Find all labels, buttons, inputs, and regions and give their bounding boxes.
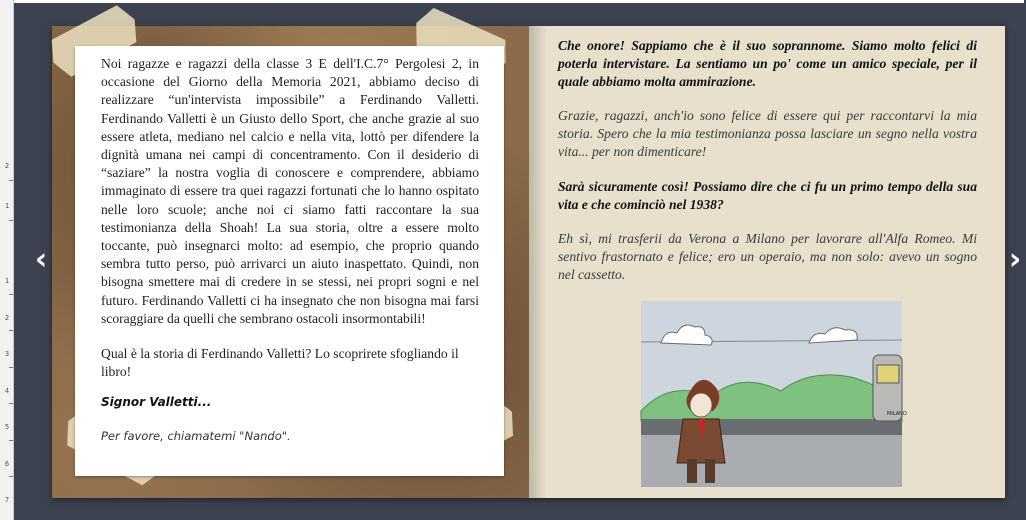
interview-question-1: Che onore! Sappiamo che è il suo soprannome. Siamo molto felici di poterla intervistare. La sentiamo un po' come un amico speciale, per il quale abbiamo molta ammirazione. (558, 38, 977, 89)
interview-answer-2: Eh sì, mi trasferii da Verona a Milano per lavorare all'Alfa Romeo. Mi sentivo frastornato e felice; ero un operaio, ma non solo: avevo un sogno nel cassetto. (558, 231, 977, 282)
ruler-label: 6 (4, 460, 10, 468)
next-page-button[interactable]: › (1008, 242, 1022, 277)
ruler-label: 2 (4, 162, 10, 170)
illustration-svg (641, 301, 907, 487)
taped-note (75, 46, 504, 476)
ruler-label: 1 (4, 277, 10, 285)
ruler-label: 4 (4, 387, 10, 395)
ruler-label: 7 (4, 496, 10, 504)
ruler-mark (9, 220, 13, 221)
interview-reply: Per favore, chiamatemi "Nando". (101, 429, 291, 444)
intro-paragraph: Noi ragazze e ragazzi della classe 3 E dell'I.C.7° Pergolesi 2, in occasione del Giorno della Memoria 2021, abbiamo deciso di realizzare “un'intervista impossibile” a Ferdinando Valletti. Ferdinando Valletti è un Giusto dello Sport, che anche grazie al suo essere atleta, mediano nel calcio e nella vita, lottò per difendere la dignità umana nei campi di concentramento. Con il desiderio di “saziare” la nostra voglia di conoscere e comprendere, abbiamo immaginato di essere tra quei ragazzi fortunati che lo hanno ospitato nelle loro scuole; anche noi ci siamo fatti raccontare la sua testimonianza della Shoah! La sua storia, oltre a essere molto toccante, può insegnarci molto: ad esempio, che proprio quando sembra tutto perso, può arrivarci un aiuto inaspettato. Quindi, non bisogna smettere mai di credere in se stessi, nei propri sogni e nel futuro. Ferdinando Valletti ci ha insegnato che non bisogna mai farsi scoraggiare da quelli che sembrano ostacoli insormontabili! (101, 56, 479, 326)
ruler-mark (9, 180, 13, 181)
tram-sign: MILANO (887, 411, 907, 417)
ruler-mark (9, 476, 13, 477)
ruler-mark (9, 294, 13, 295)
interview-answer-1: Grazie, ragazzi, anch'io sono felice di essere qui per raccontarvi la mia storia. Spero che la mia testimonianza possa lasciare un segno nella vostra vita... per non dimenticare! (558, 108, 977, 159)
previous-page-button[interactable]: ‹ (34, 242, 48, 277)
ruler-label: 5 (4, 423, 10, 431)
illustration (641, 301, 907, 487)
ruler-mark (9, 403, 13, 404)
interview-question-2: Sarà sicuramente così! Possiamo dire che ci fu un primo tempo della sua vita e che cominciò nel 1938? (558, 178, 977, 212)
ruler-mark (9, 330, 13, 331)
book-spine (529, 26, 547, 498)
ruler-mark (9, 440, 13, 441)
vertical-ruler[interactable] (0, 0, 14, 520)
ruler-mark (9, 367, 13, 368)
interview-greeting: Signor Valletti... (101, 395, 212, 410)
ruler-label: 3 (4, 350, 10, 358)
intro-question: Qual è la storia di Ferdinando Valletti? Lo scoprirete sfogliando il libro! (101, 346, 459, 380)
ruler-label: 1 (4, 202, 10, 210)
left-page[interactable] (52, 26, 529, 498)
top-bar (0, 0, 1024, 3)
ruler-label: 2 (4, 314, 10, 322)
flipbook (52, 26, 1005, 498)
